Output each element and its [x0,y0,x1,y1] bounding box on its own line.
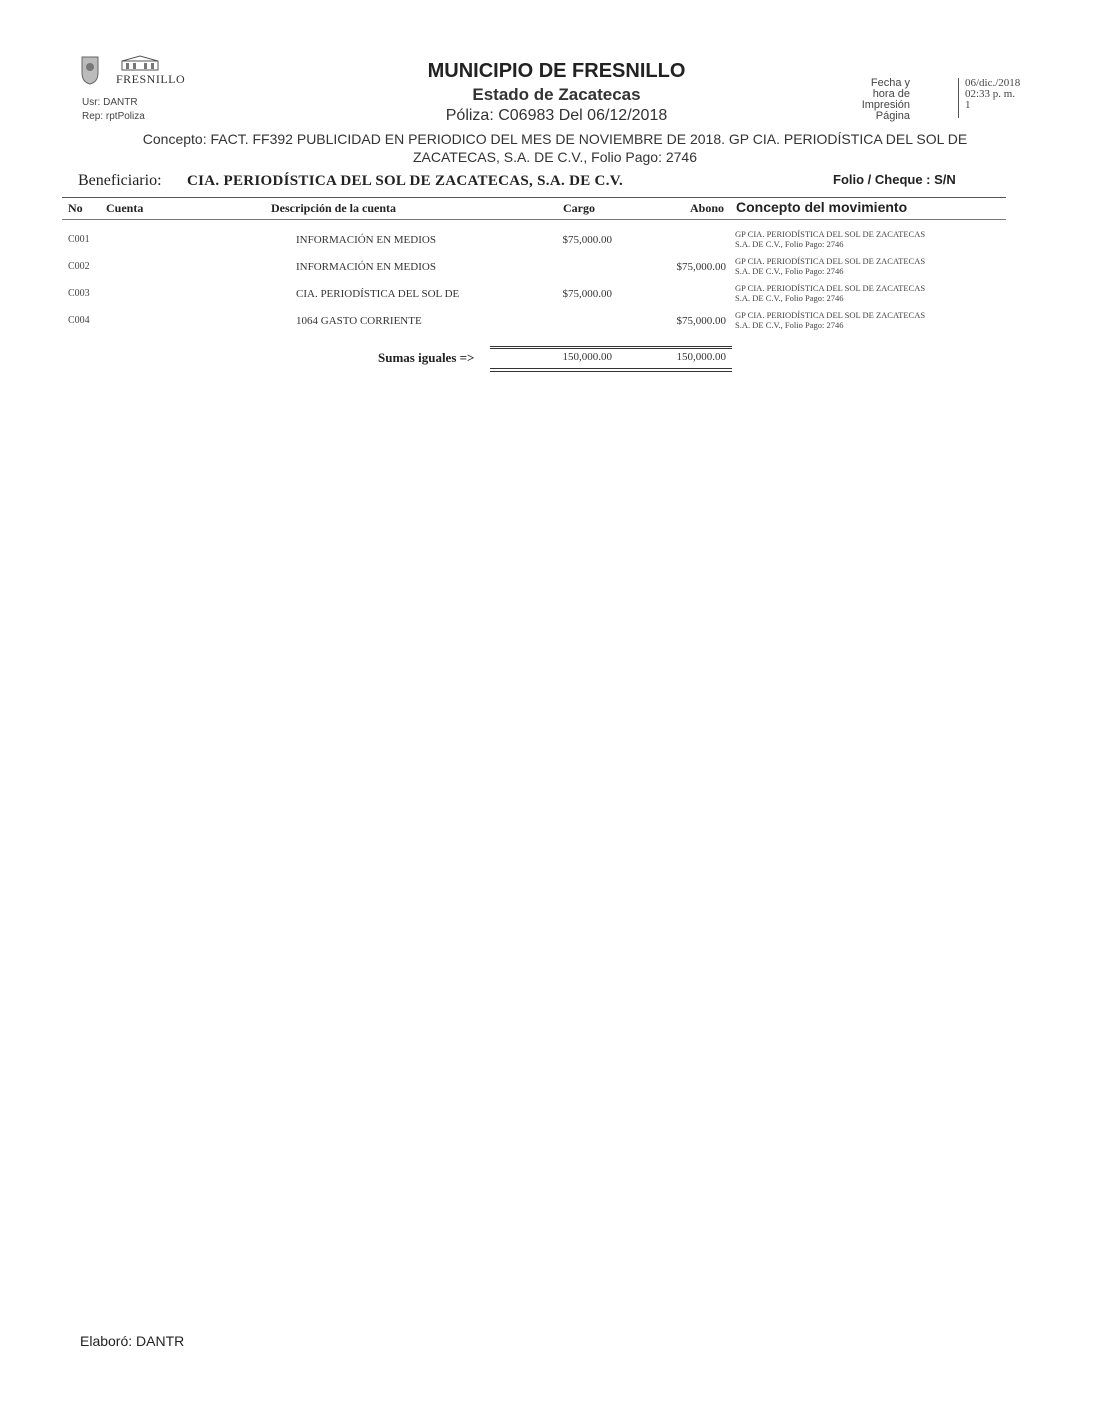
beneficiario-name: CIA. PERIODÍSTICA DEL SOL DE ZACATECAS, S.A. DE C.V. [187,173,623,189]
row-concepto [735,310,995,330]
column-header-no: No [68,201,83,215]
page-subtitle: Estado de Zacatecas [472,85,641,104]
print-value-pagina: 1 [965,99,971,111]
row-no: C001 [68,234,90,245]
row-descripcion: INFORMACIÓN EN MEDIOS [296,261,436,273]
user-label: Usr: DANTR [82,97,138,108]
row-concepto-line-2: S.A. DE C.V., Folio Pago: 2746 [735,266,844,276]
print-info-labels [852,78,910,122]
print-label-fecha: Fecha y [870,77,910,89]
row-abono: $75,000.00 [676,261,726,273]
table-row [0,310,1093,342]
sumas-iguales-label: Sumas iguales => [378,350,475,365]
report-label: Rep: rptPoliza [82,111,145,122]
totals-top-rule-2 [490,348,732,349]
concepto-text [80,130,1030,166]
folio-cheque: Folio / Cheque : S/N [833,172,956,187]
beneficiario-label: Beneficiario: [78,172,162,189]
concepto-line-2: ZACATECAS, S.A. DE C.V., Folio Pago: 2746 [412,149,697,165]
row-descripcion: INFORMACIÓN EN MEDIOS [296,234,436,246]
totals-bottom-rule-2 [490,371,732,372]
concepto-line-1: Concepto: FACT. FF392 PUBLICIDAD EN PERIODICO DEL MES DE NOVIEMBRE DE 2018. GP CIA. PERIODÍSTICA DEL SOL DE [142,131,968,147]
row-concepto-line-1: GP CIA. PERIODÍSTICA DEL SOL DE ZACATECAS [735,310,926,320]
table-header-bottom-rule [62,219,1006,220]
row-concepto [735,229,995,249]
totals-bottom-rule [490,368,732,369]
row-concepto-line-2: S.A. DE C.V., Folio Pago: 2746 [735,293,844,303]
logo-text: FRESNILLO [116,72,186,86]
print-value-hora: 02:33 p. m. [965,88,1016,100]
row-descripcion: 1064 GASTO CORRIENTE [296,315,422,327]
print-value-fecha: 06/dic./2018 [965,77,1021,89]
row-cargo: $75,000.00 [562,288,612,300]
page-title: MUNICIPIO DE FRESNILLO [427,60,686,82]
column-header-descripcion: Descripción de la cuenta [271,201,396,215]
table-header-top-rule [62,197,1006,198]
poliza-number: Póliza: C06983 Del 06/12/2018 [445,107,668,124]
row-concepto-line-1: GP CIA. PERIODÍSTICA DEL SOL DE ZACATECAS [735,229,926,239]
row-concepto-line-2: S.A. DE C.V., Folio Pago: 2746 [735,320,844,330]
column-header-cuenta: Cuenta [106,201,144,215]
row-no: C002 [68,261,90,272]
row-concepto [735,283,995,303]
row-no: C003 [68,288,90,299]
print-label-pagina: Página [875,110,910,122]
row-no: C004 [68,315,90,326]
totals-top-rule [490,346,732,347]
column-header-cargo: Cargo [563,201,595,215]
print-label-hora: hora de Impresión [861,88,910,111]
elaboro-signature: Elaboró: DANTR [80,1333,185,1349]
column-header-concepto: Concepto del movimiento [736,199,908,215]
print-info-values [965,78,1020,111]
total-abono: 150,000.00 [676,351,726,363]
row-concepto-line-1: GP CIA. PERIODÍSTICA DEL SOL DE ZACATECAS [735,256,926,266]
print-info-divider [958,78,959,118]
row-cargo: $75,000.00 [562,234,612,246]
print-info [852,78,1042,128]
column-header-abono: Abono [689,201,724,215]
row-concepto-line-2: S.A. DE C.V., Folio Pago: 2746 [735,239,844,249]
row-descripcion: CIA. PERIODÍSTICA DEL SOL DE [296,288,460,300]
row-abono: $75,000.00 [676,315,726,327]
row-concepto [735,256,995,276]
total-cargo: 150,000.00 [562,351,612,363]
row-concepto-line-1: GP CIA. PERIODÍSTICA DEL SOL DE ZACATECAS [735,283,926,293]
